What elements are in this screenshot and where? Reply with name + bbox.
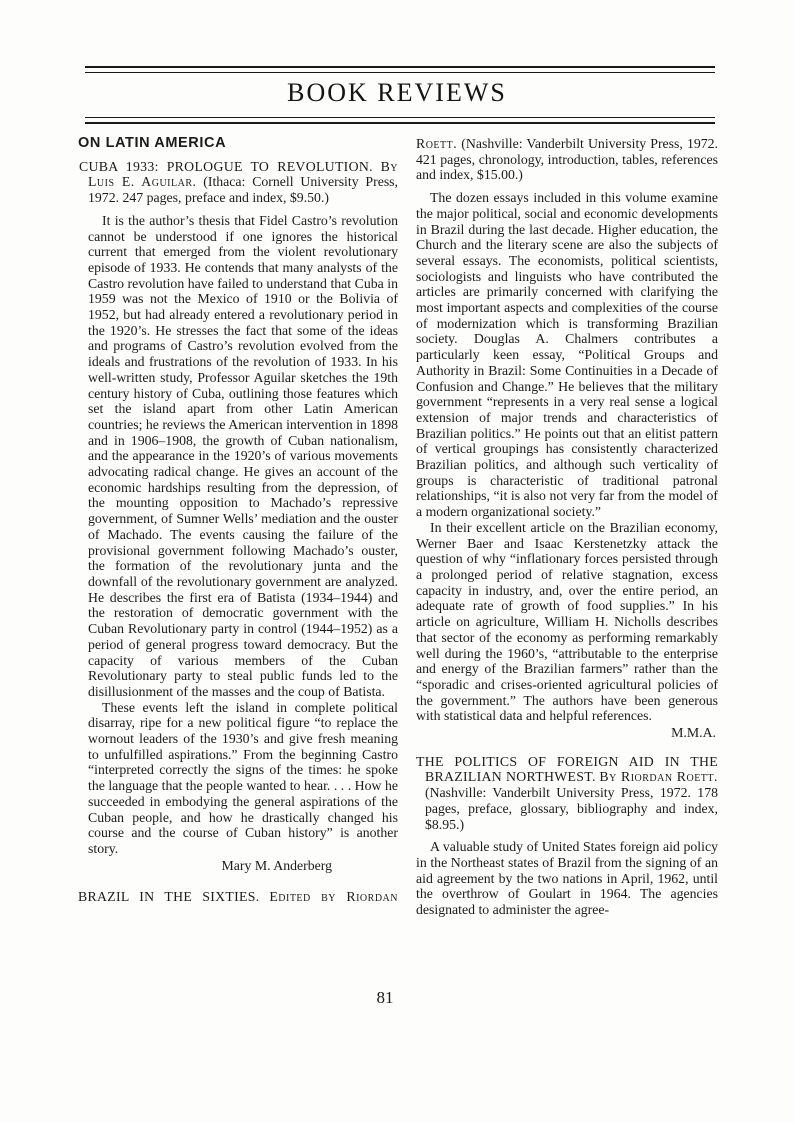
review-brazil-sixties-citation-continued	[416, 136, 718, 183]
section-heading-on-latin-america: ON LATIN AMERICA	[78, 135, 227, 151]
left-column	[78, 136, 398, 905]
review-cuba-citation	[79, 158, 399, 206]
review-foreign-aid-byline: By Riordan Roett.	[599, 769, 718, 785]
review-cuba-byline: By Luis E. Aguilar.	[88, 158, 399, 190]
right-column	[416, 136, 718, 918]
review-brazil-sixties-byline-continued: Roett.	[416, 136, 458, 151]
review-cuba-paragraph-2: These events left the island in complete political disarray, ripe for a new political figure “to replace the wornout leaders of the 1930’s and give fresh meaning to unfulfilled aspirations.” From the beginning Castro “interpreted correctly the signs of the times: he spoke the language that the people wanted to hear. . . . How he succeeded in embodying the general aspirations of the Cuban people, and how he drastically changed his course and the course of Cuban history” is another story.	[88, 699, 398, 856]
header-double-rule	[85, 117, 715, 124]
review-brazil-sixties-byline-start: Edited by Riordan	[269, 889, 398, 905]
two-column-text-block	[78, 136, 718, 918]
review-foreign-aid-pub-info: (Nashville: Vanderbilt University Press, 1972. 178 pages, preface, glossary, bibliography and index, $8.95.)	[425, 785, 718, 832]
review-brazil-sixties-paragraph-1: The dozen essays included in this volume examine the major political, social and economic developments in Brazil during the last decade. Higher education, the Church and the literary scene are also the subjects of several essays. The economists, political scientists, sociologists and linguists who have contributed the articles are primarily concerned with clarifying the most important aspects and complexities of the course of modernization which is transforming Brazilian society. Douglas A. Chalmers contributes a particularly keen essay, “Political Groups and Authority in Brazil: Some Continuities in a Decade of Confusion and Change.” He believes that the military government “represents in a very real sense a logical extension of major trends and characteristics of Brazilian politics.” He points out that an elitist pattern of vertical groupings has consistently characterized Brazilian politics, and although such verticality of groups is characteristic of traditional patronal relationships, “it is also not very far from the model of a modern organizational society.”	[416, 190, 718, 520]
reviewer-signature: Mary M. Anderberg	[221, 857, 332, 873]
review-cuba-paragraph-1: It is the author’s thesis that Fidel Castro’s revolution cannot be understood if one ignores the historical current that emerged from the violent revolutionary episode of 1933. He contends that many analysts of the Castro revolution have failed to understand that Cuba in 1959 was not the Mexico of 1910 or the Bolivia of 1952, but had already entered a revolutionary period in the 1920’s. He stresses the fact that some of the ideas and programs of Castro’s revolution evolved from the ideals and frustrations of the revolution of 1933. In his well-written study, Professor Aguilar sketches the 19th century history of Cuba, outlining those features which set the island apart from other Latin American countries; he reviews the American intervention in 1898 and in 1906–1908, the growth of Cuban nationalism, and the appearance in the 1920’s of various movements advocating radical change. He gives an account of the economic hardships resulting from the depression, of the mounting opposition to Machado’s repressive government, of Sumner Wells’ mediation and the ouster of Machado. The events causing the failure of the provisional government following Machado’s ouster, the formation of the revolutionary junta and the downfall of the revolutionary government are analyzed. He describes the first era of Batista (1934–1944) and the restoration of democratic government with the Cuban Revolutionary party in control (1944–1952) as a period of general progress toward democracy. But the capacity of various members of the Cuban Revolutionary party to steal public funds led to the disillusionment of the masses and the coup of Batista.	[88, 212, 398, 699]
page-title: BOOK REVIEWS	[287, 78, 507, 107]
page-number: 81	[376, 988, 394, 1007]
review-foreign-aid-paragraph-1: A valuable study of United States foreign aid policy in the Northeast states of Brazil from the signing of an aid agreement by the two nations in April, 1962, until the overthrow of Goulart in 1964. The agencies designated to administer the agree-	[416, 839, 718, 918]
review-brazil-sixties-paragraph-2: In their excellent article on the Brazilian economy, Werner Baer and Isaac Kerstenetzky attack the question of why “inflationary forces persisted through a prolonged period of relative stagnation, excess capacity in industry, and, over the entire period, an adequate rate of growth of food supplies.” In his article on agriculture, William H. Nicholls describes that sector of the economy as performing remarkably well during the 1960’s, “attributable to the enterprise and energy of the Brazilian farmers” rather than the “sporadic and crises-oriented agricultural policies of the government.” The authors have been generous with statistical data and helpful references.	[416, 519, 718, 724]
review-foreign-aid-citation	[416, 753, 718, 833]
review-cuba-pub-info: (Ithaca: Cornell University Press, 1972. 247 pages, preface and index, $9.50.)	[88, 174, 399, 206]
review-cuba-book-title: CUBA 1933: PROLOGUE TO REVOLUTION.	[79, 158, 373, 174]
review-brazil-sixties-heading-start	[78, 889, 398, 905]
review-foreign-aid-book-title: THE POLITICS OF FOREIGN AID IN THE BRAZILIAN NORTHWEST.	[416, 753, 718, 785]
review-brazil-sixties-book-title: BRAZIL IN THE SIXTIES.	[78, 889, 260, 905]
top-double-rule	[85, 66, 715, 73]
reviewer-initials: M.M.A.	[671, 725, 716, 741]
review-brazil-sixties-pub-info: (Nashville: Vanderbilt University Press, 1972. 421 pages, chronology, introduction, tables, references and index, $15.00.)	[416, 136, 718, 183]
